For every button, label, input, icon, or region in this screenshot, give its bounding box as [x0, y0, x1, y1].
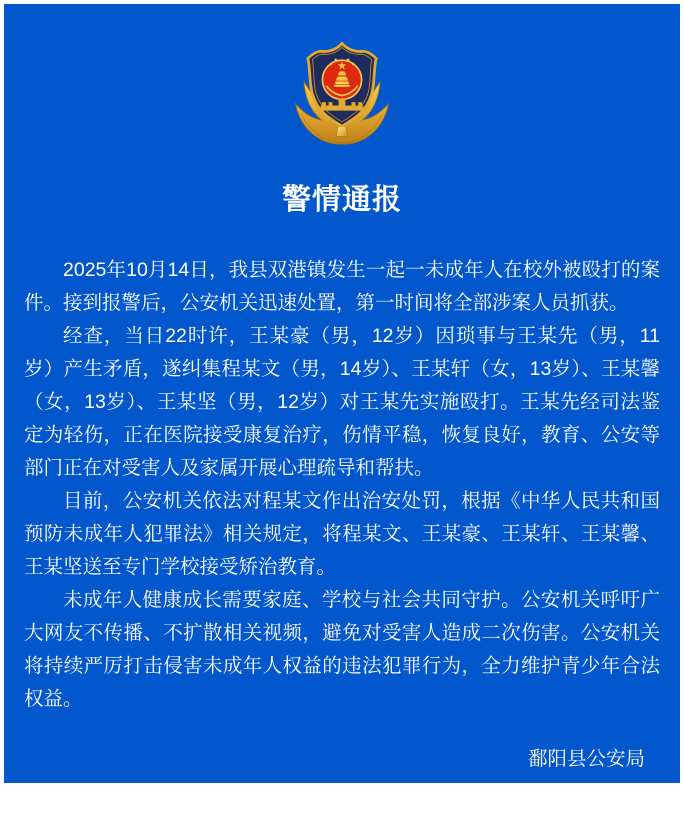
- signature-date: 2025年10月25日: [514, 784, 660, 806]
- china-police-badge-icon: [286, 31, 398, 151]
- notice-title: 警情通报: [281, 184, 402, 216]
- police-badge-svg: [286, 31, 398, 151]
- notice-paragraph-1: 2025年10月14日，我县双港镇发生一起一未成年人在校外被殴打的案件。接到报警后，公安机关迅速处置，第一时间将全部涉案人员抓获。: [24, 259, 660, 314]
- notice-paragraph-2: 经查，当日22时许，王某豪（男，12岁）因琐事与王某先（男，11岁）产生矛盾，遂纠集程某文（男，14岁）、王某轩（女，13岁）、王某馨（女，13岁）、王某坚（男，12岁）对王某先实施殴打。王某先经司法鉴定为轻伤，正在医院接受康复治疗，伤情平稳，恢复良好，教育、公安等部门正在对受害人及家属开展心理疏导和帮扶。: [24, 325, 660, 479]
- notice-paragraph-3: 目前，公安机关依法对程某文作出治安处罚，根据《中华人民共和国预防未成年人犯罪法》相关规定，将程某文、王某豪、王某轩、王某馨、王某坚送至专门学校接受矫治教育。: [24, 490, 660, 578]
- signature-agency: 鄱阳县公安局: [527, 748, 645, 770]
- notice-paragraph-4: 未成年人健康成长需要家庭、学校与社会共同守护。公安机关呼吁广大网友不传播、不扩散相关视频，避免对受害人造成二次伤害。公安机关将持续严厉打击侵害未成年人权益的违法犯罪行为，全力维护青少年合法权益。: [24, 589, 660, 710]
- notice-body: [4, 254, 680, 716]
- signature-block: [4, 741, 680, 813]
